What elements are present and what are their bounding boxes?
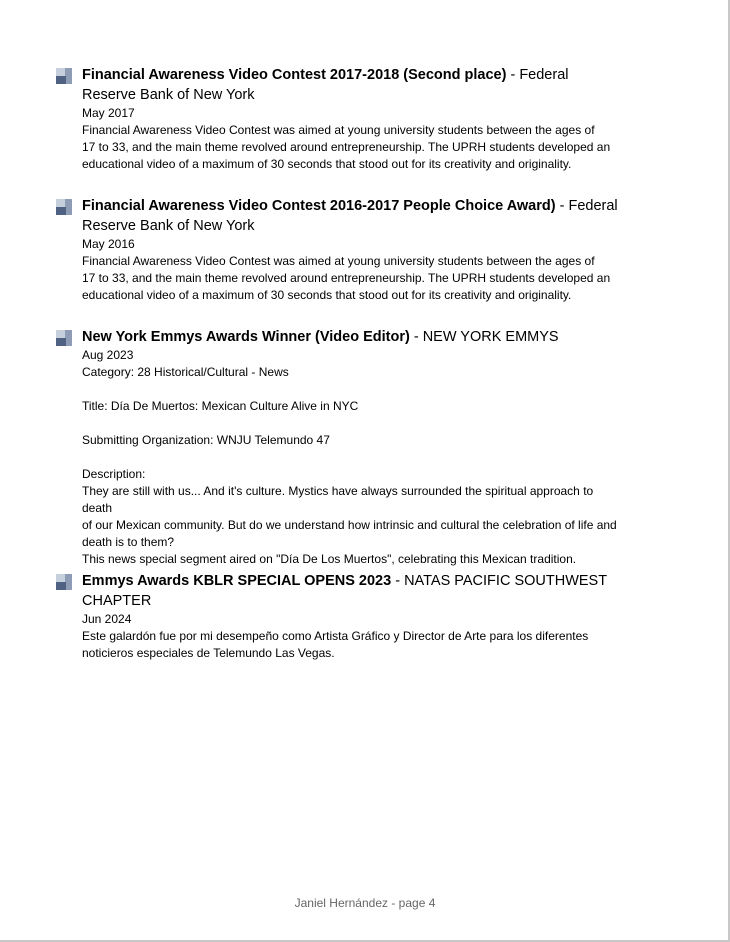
award-icon <box>56 330 72 346</box>
award-title: New York Emmys Awards Winner (Video Editor) <box>82 329 410 345</box>
award-issuer: - NATAS PACIFIC SOUTHWEST CHAPTER <box>82 573 607 609</box>
award-entry <box>56 327 626 568</box>
award-date: Jun 2024 <box>82 612 132 626</box>
page-footer: Janiel Hernández - page 4 <box>294 896 436 910</box>
award-date: Aug 2023 <box>82 348 134 362</box>
award-heading <box>82 571 626 611</box>
award-description: Financial Awareness Video Contest was aimed at young university students between the ages of 17 to 33, and the main theme revolved around entrepreneurship. The UPRH students developed an educational video of a maximum of 30 seconds that stood out for its creativity and originality. <box>82 254 611 302</box>
award-entry <box>56 65 626 173</box>
award-entry <box>56 196 626 304</box>
award-heading <box>82 65 626 105</box>
award-issuer: - Federal Reserve Bank of New York <box>82 198 618 234</box>
award-date: May 2017 <box>82 106 135 120</box>
award-description: Este galardón fue por mi desempeño como Artista Gráfico y Director de Arte para los diferentes noticieros especiales de Telemundo Las Vegas. <box>82 629 589 660</box>
award-description: Financial Awareness Video Contest was aimed at young university students between the ages of 17 to 33, and the main theme revolved around entrepreneurship. The UPRH students developed an educational video of a maximum of 30 seconds that stood out for its creativity and originality. <box>82 123 611 171</box>
award-date: May 2016 <box>82 237 135 251</box>
award-title: Emmys Awards KBLR SPECIAL OPENS 2023 <box>82 573 392 589</box>
award-issuer: - NEW YORK EMMYS <box>409 329 559 345</box>
award-entry <box>56 571 626 662</box>
award-icon <box>56 574 72 590</box>
award-title: Financial Awareness Video Contest 2016-2017 People Choice Award) <box>82 198 556 214</box>
award-icon <box>56 199 72 215</box>
award-description: Category: 28 Historical/Cultural - News Title: Día De Muertos: Mexican Culture Alive in NYC Submitting Organization: WNJU Telemundo 47 Description: They are still with us... And it's culture. Mystics have always surrounded the spiritual approach to death of our Mexican community. But do we understand how intrinsic and cultural the celebration of life and death is to them? This news special segment aired on "Día De Los Muertos", celebrating this Mexican tradition. <box>82 365 617 566</box>
award-issuer: - Federal Reserve Bank of New York <box>82 67 569 103</box>
award-heading <box>82 196 626 236</box>
award-icon <box>56 68 72 84</box>
award-heading <box>82 327 626 347</box>
award-title: Financial Awareness Video Contest 2017-2018 (Second place) <box>82 67 507 83</box>
